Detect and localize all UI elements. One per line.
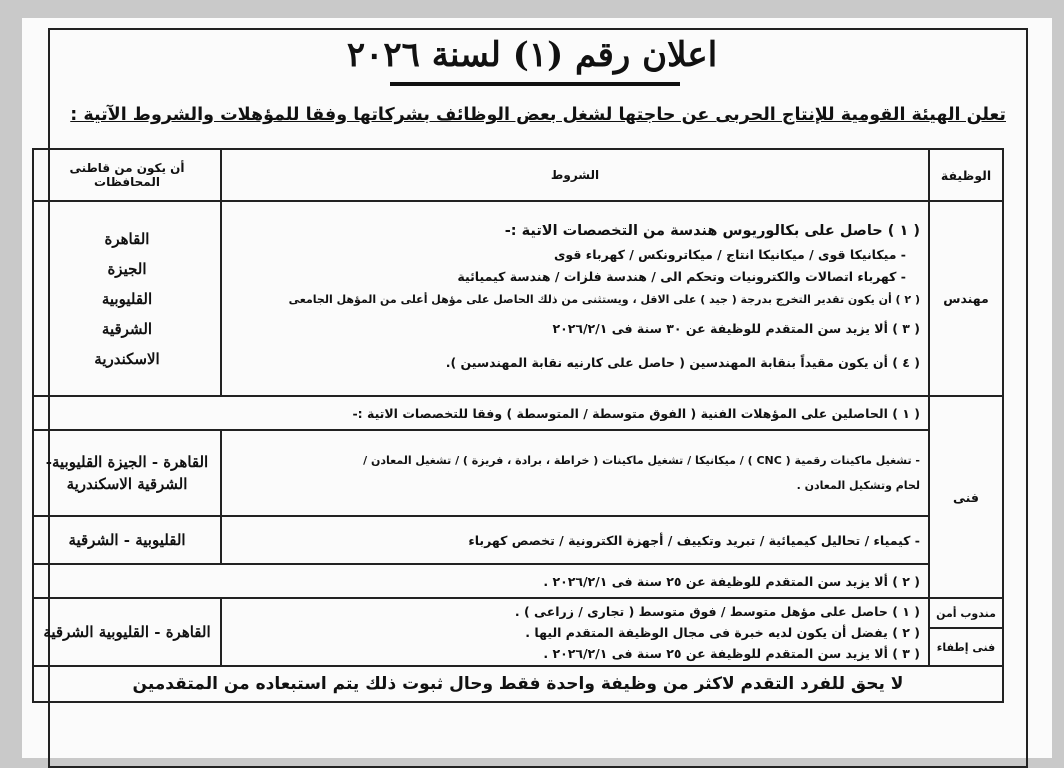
governorate-item: الشرقية [101, 319, 153, 338]
footer-note: لا يحق للفرد التقدم لاكثر من وظيفة واحدة فقط وحال ثبوت ذلك يتم استبعاده من المتقدمين [33, 666, 1003, 702]
security-cond-2: ( ٢ ) يفضل أن يكون لديه خبرة فى مجال الوظيفة المتقدم اليها . [525, 624, 920, 640]
technician-row-1 [33, 396, 1003, 430]
security-cond-1: ( ١ ) حاصل على مؤهل متوسط / فوق متوسط ( تجارى / زراعى ) . [514, 603, 920, 619]
engineer-governorates [33, 201, 221, 396]
technician-cond-1: ( ١ ) الحاصلين على المؤهلات الفنية ( الفوق متوسطة / المتوسطة ) وفقا للتخصصات الاتية :- [33, 396, 929, 430]
technician-cond-1a2: لحام وتشكيل المعادن . [796, 479, 920, 492]
announcement-title: اعلان رقم (١) لسنة ٢٠٢٦ [346, 35, 718, 75]
technician-cond-1a-cell [221, 430, 929, 516]
security-cond-3: ( ٣ ) ألا يزيد سن المتقدم للوظيفة عن ٢٥ سنة فى ٢٠٢٦/٢/١ . [543, 645, 920, 661]
engineer-cond-1: ( ١ ) حاصل على بكالوريوس هندسة من التخصصات الاتية :- [504, 222, 920, 239]
job-technician: فنى [929, 396, 1003, 598]
jobs-table [32, 148, 1004, 703]
table-header-row [33, 149, 1003, 201]
engineer-cond-1a: - ميكانيكا قوى / ميكانيكا انتاج / ميكاترونكس / كهرباء قوى [553, 246, 906, 262]
technician-cond-2: ( ٢ ) ألا يزيد سن المتقدم للوظيفة عن ٢٥ سنة فى ٢٠٢٦/٢/١ . [33, 564, 929, 598]
technician-row-3 [33, 516, 1003, 564]
technician-gov-1: القاهرة - الجيزة القليوبية-الشرقية الاسكندرية [33, 430, 221, 516]
header-conditions: الشروط [221, 149, 929, 201]
job-security-guard: مندوب أمن [929, 598, 1003, 628]
job-fire-technician: فنى إطفاء [929, 628, 1003, 666]
engineer-conditions [221, 201, 929, 396]
header-job: الوظيفة [929, 149, 1003, 201]
engineer-cond-3: ( ٣ ) ألا يزيد سن المتقدم للوظيفة عن ٣٠ سنة فى ٢٠٢٦/٢/١ [552, 320, 920, 336]
header-governorates: أن يكون من قاطنى المحافظات [33, 149, 221, 201]
technician-gov-2: القليوبية - الشرقية [33, 516, 221, 564]
technician-row-4 [33, 564, 1003, 598]
governorate-item: القليوبية [101, 289, 153, 308]
security-row-1 [33, 598, 1003, 628]
governorate-item: القاهرة [104, 229, 150, 248]
governorate-item: الاسكندرية [94, 349, 160, 368]
announcement-intro: تعلن الهيئة القومية للإنتاج الحربى عن حاجتها لشغل بعض الوظائف بشركاتها وفقا للمؤهلات والشروط الآتية : [70, 105, 1006, 125]
engineer-cond-1b: - كهرباء اتصالات والكترونيات وتحكم الى / هندسة فلزات / هندسة كيميائية [457, 268, 906, 284]
title-underline [390, 82, 680, 86]
footer-row [33, 666, 1003, 702]
engineer-row [33, 201, 1003, 396]
governorate-item: الجيزة [107, 259, 147, 278]
technician-row-2 [33, 430, 1003, 516]
security-governorates: القاهرة - القليوبية الشرقية [33, 598, 221, 666]
technician-cond-1a: - تشغيل ماكينات رقمية ( CNC ) / ميكانيكا / تشغيل ماكينات ( خراطة ، برادة ، فريزة ) / تشغيل المعادن / [363, 454, 920, 467]
technician-cond-1b: - كيمياء / تحاليل كيميائية / تبريد وتكييف / أجهزة الكترونية / تخصص كهرباء [221, 516, 929, 564]
engineer-cond-4: ( ٤ ) أن يكون مقيداً بنقابة المهندسين ( حاصل على كارنيه نقابة المهندسين ). [445, 354, 920, 370]
security-conditions [221, 598, 929, 666]
engineer-cond-2: ( ٢ ) أن يكون تقدير التخرج بدرجة ( جيد ) على الاقل ، ويستثنى من ذلك الحاصل على مؤهل أعلى من المؤهل الجامعى [288, 292, 920, 306]
job-engineer: مهندس [929, 201, 1003, 396]
